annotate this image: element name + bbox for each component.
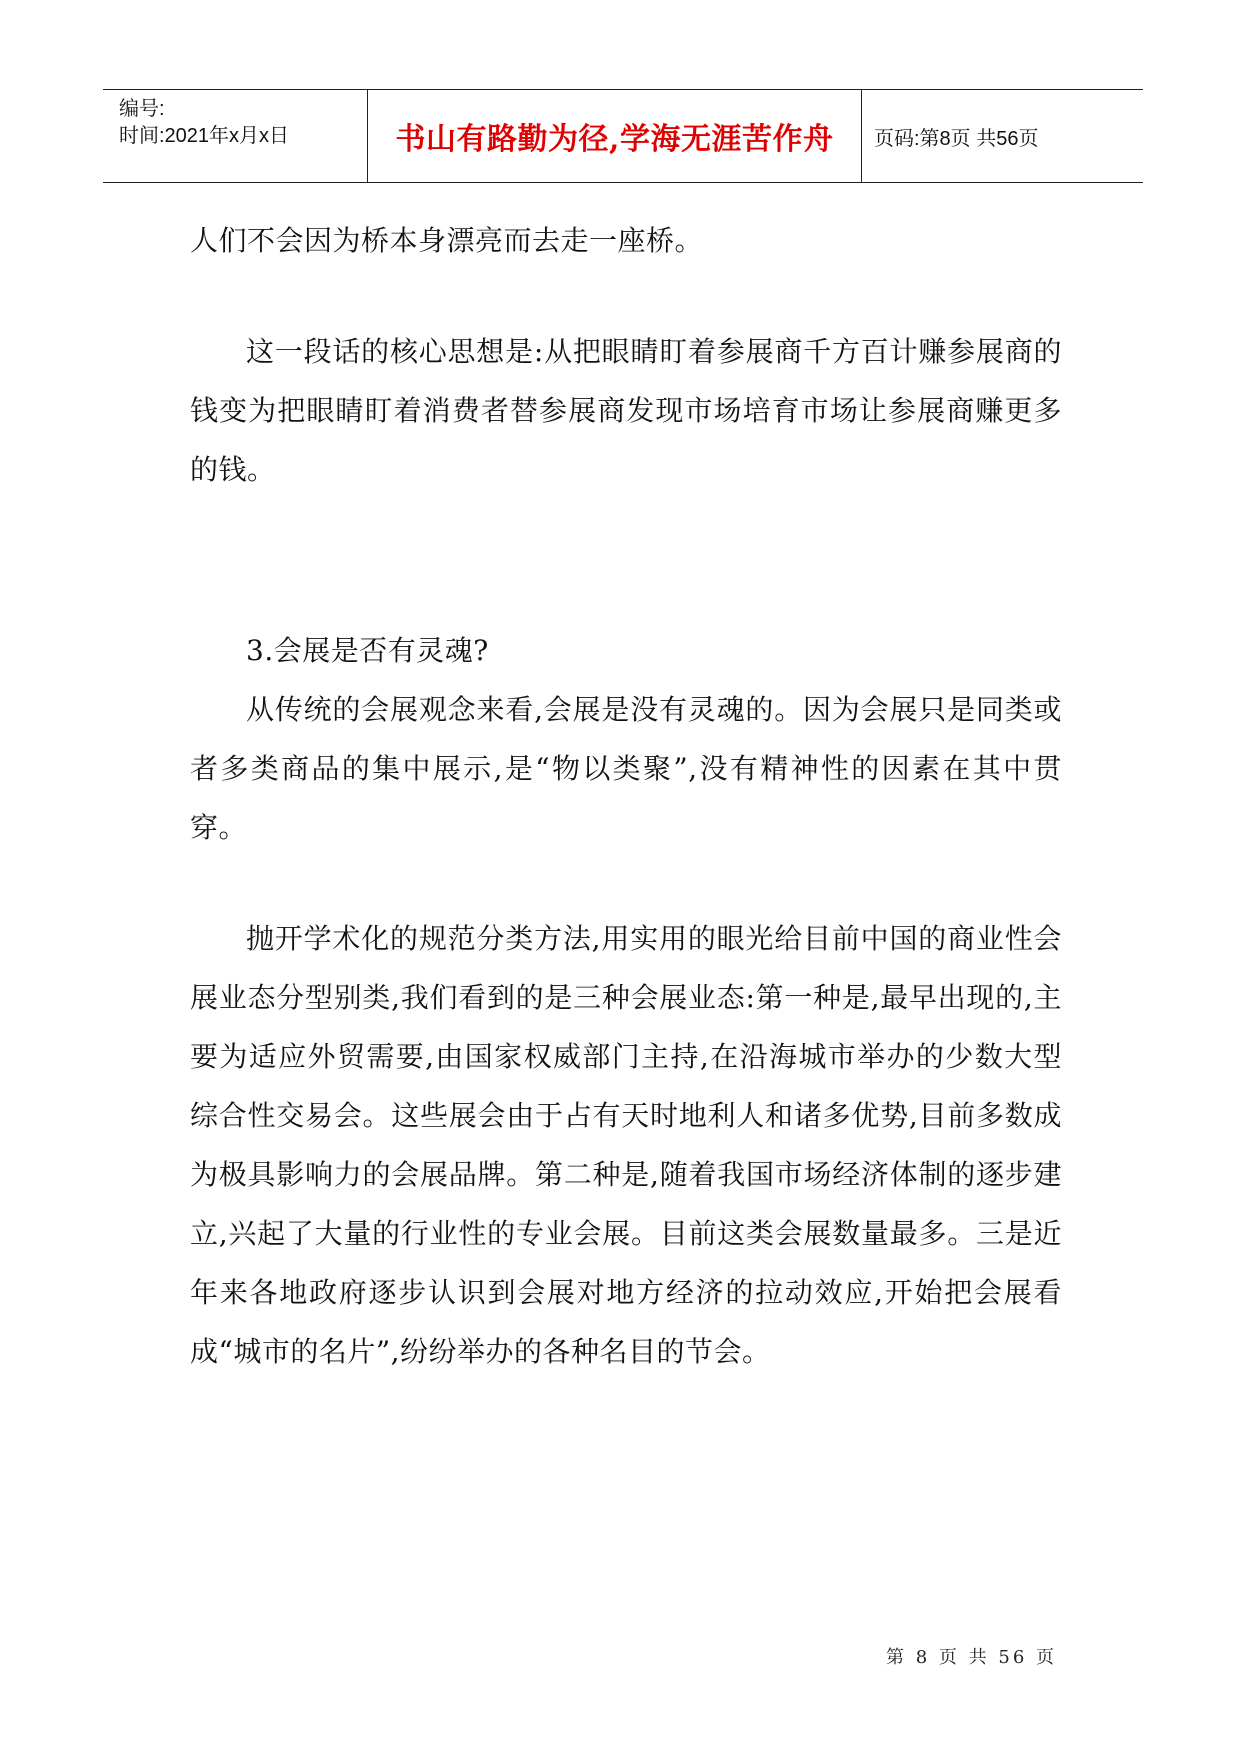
document-number-label: 编号: bbox=[119, 98, 165, 120]
page-footer: 第 8 页 共 56 页 bbox=[886, 1647, 1057, 1668]
paragraph-traditional-view: 从传统的会展观念来看,会展是没有灵魂的。因为会展只是同类或者多类商品的集中展示,是“物以类聚”,没有精神性的因素在其中贯穿。 bbox=[190, 693, 1062, 844]
header-meta-cell bbox=[103, 90, 368, 182]
header-table bbox=[103, 89, 1143, 183]
header-motto: 书山有路勤为径,学海无涯苦作舟 bbox=[368, 90, 862, 182]
section-heading-3: 3.会展是否有灵魂? bbox=[246, 634, 489, 667]
document-time-label: 时间:2021年x月x日 bbox=[119, 125, 290, 147]
paragraph-bridge: 人们不会因为桥本身漂亮而去走一座桥。 bbox=[190, 224, 704, 257]
paragraph-core-idea: 这一段话的核心思想是:从把眼睛盯着参展商千方百计赚参展商的钱变为把眼睛盯着消费者替参展商发现市场培育市场让参展商赚更多的钱。 bbox=[190, 335, 1062, 486]
paragraph-exhibition-types: 抛开学术化的规范分类方法,用实用的眼光给目前中国的商业性会展业态分型别类,我们看到的是三种会展业态:第一种是,最早出现的,主要为适应外贸需要,由国家权威部门主持,在沿海城市举办的少数大型综合性交易会。这些展会由于占有天时地利人和诸多优势,目前多数成为极具影响力的会展品牌。第二种是,随着我国市场经济体制的逐步建立,兴起了大量的行业性的专业会展。目前这类会展数量最多。三是近年来各地政府逐步认识到会展对地方经济的拉动效应,开始把会展看成“城市的名片”,纷纷举办的各种名目的节会。 bbox=[190, 922, 1062, 1368]
document-body bbox=[190, 211, 1062, 1381]
header-page-code: 页码:第8页 共56页 bbox=[874, 127, 1039, 150]
